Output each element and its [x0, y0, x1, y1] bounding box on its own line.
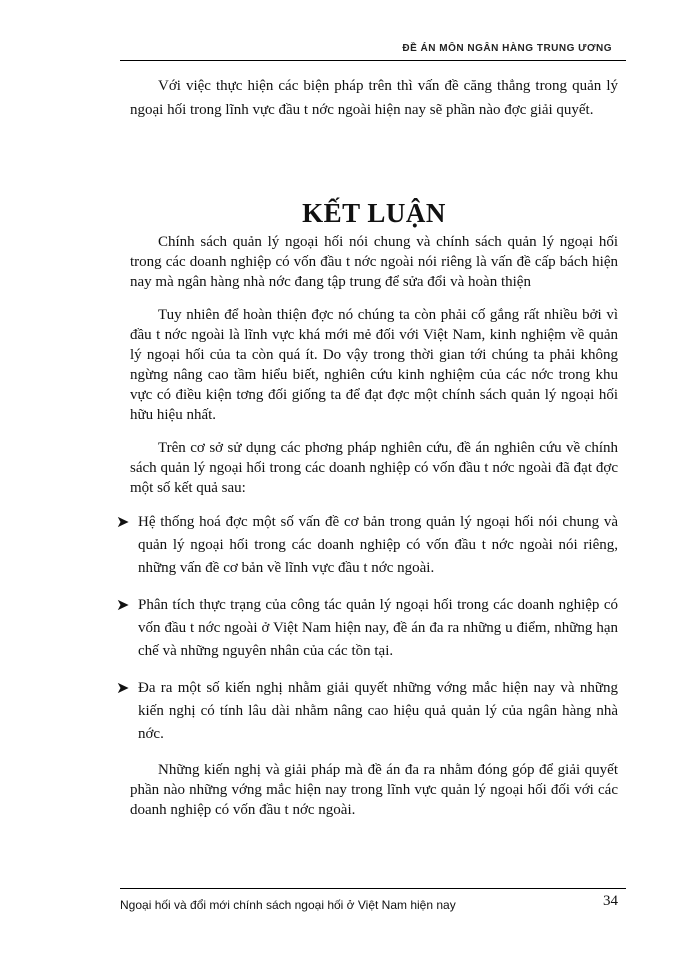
list-item	[116, 511, 618, 580]
list-item	[116, 594, 618, 663]
header-rule	[120, 60, 626, 61]
list-item-text: Phân tích thực trạng của công tác quản lý ngoại hối trong các doanh nghiệp có vốn đầu t nớc ngoài ở Việt Nam hiện nay, đề án đa ra những u điểm, những hạn chế và những nguyên nhân của các tồn tại.	[138, 597, 618, 659]
conclusion-section	[116, 232, 618, 833]
footer-rule	[120, 888, 626, 889]
list-item	[116, 677, 618, 746]
closing-paragraph: Những kiến nghị và giải pháp mà đề án đa ra nhằm đóng góp để giải quyết phần nào những vớng mắc hiện nay trong lĩnh vực quản lý ngoại hối đối với các doanh nghiệp có vốn đầu t nớc ngoài.	[130, 762, 618, 818]
running-header: ĐỀ ÁN MÔN NGÂN HÀNG TRUNG ƯƠNG	[402, 43, 612, 52]
conclusion-paragraph-1: Chính sách quản lý ngoại hối nói chung và chính sách quản lý ngoại hối trong các doanh nghiệp có vốn đầu t nớc ngoài nói riêng là vấn đề cấp bách hiện nay mà ngân hàng nhà nớc đang tập trung để sửa đổi và hoàn thiện	[130, 234, 618, 290]
section-title: KẾT LUẬN	[302, 198, 446, 228]
intro-section	[130, 74, 618, 135]
page-number: 34	[603, 893, 618, 909]
footer-title: Ngoại hối và đổi mới chính sách ngoại hối ở Việt Nam hiện nay	[120, 898, 456, 912]
conclusion-paragraph-2: Tuy nhiên để hoàn thiện đợc nó chúng ta còn phải cố gắng rất nhiều bởi vì đầu t nớc ngoài là lĩnh vực khá mới mẻ đối với Việt Nam, kinh nghiệm về quản lý ngoại hối của ta còn quá ít. Do vậy trong thời gian tới chúng ta phải không ngừng nâng cao tầm hiểu biết, nghiên cứu kinh nghiệm của các nớc trong khu vực có điều kiện tơng đối giống ta để đạt đợc một chính sách quản lý ngoại hối hữu hiệu nhất.	[130, 307, 618, 423]
results-list	[116, 511, 618, 746]
arrowhead-bullet-icon: ➤	[116, 595, 130, 614]
arrowhead-bullet-icon: ➤	[116, 678, 130, 697]
conclusion-paragraph-3: Trên cơ sở sử dụng các phơng pháp nghiên cứu, đề án nghiên cứu về chính sách quản lý ngoại hối trong các doanh nghiệp có vốn đầu t nớc ngoài đã đạt đợc một số kết quả sau:	[130, 440, 618, 496]
intro-paragraph: Với việc thực hiện các biện pháp trên thì vấn đề căng thẳng trong quản lý ngoại hối trong lĩnh vực đầu t nớc ngoài hiện nay sẽ phần nào đợc giải quyết.	[130, 78, 618, 118]
arrowhead-bullet-icon: ➤	[116, 512, 130, 531]
list-item-text: Đa ra một số kiến nghị nhằm giải quyết những vớng mắc hiện nay và những kiến nghị có tính lâu dài nhằm nâng cao hiệu quả quản lý của ngân hàng nhà nớc.	[138, 680, 618, 742]
list-item-text: Hệ thống hoá đợc một số vấn đề cơ bản trong quản lý ngoại hối nói chung và quản lý ngoại hối trong các doanh nghiệp có vốn đầu t nớc ngoài nói riêng, những vấn đề cơ bản về lĩnh vực đầu t nớc ngoài.	[138, 514, 618, 576]
